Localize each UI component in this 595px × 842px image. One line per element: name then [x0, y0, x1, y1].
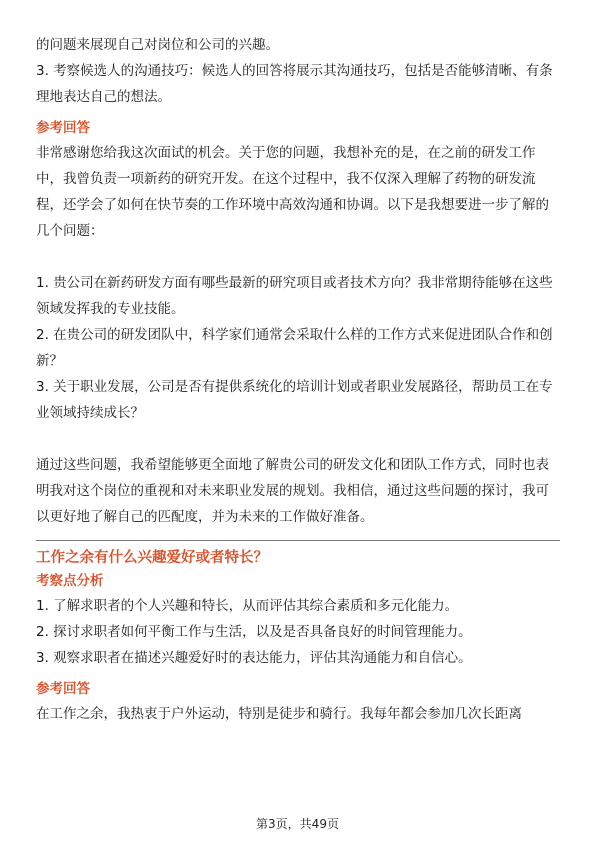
analysis-point-1: 1. 了解求职者的个人兴趣和特长，从而评估其综合素质和多元化能力。 — [36, 598, 459, 614]
answer-intro: 非常感谢您给我这次面试的机会。关于您的问题，我想补充的是，在之前的研发工作中，我曾负责一项新药的研究开发。在这个过程中，我不仅深入理解了药物的研发流程，还学会了如何在快节奏的工作环境中高效沟通和协调。以下是我想要进一步了解的几个问题： — [36, 145, 549, 239]
analysis-heading: 考察点分析 — [36, 573, 104, 589]
reference-answer-heading-2: 参考回答 — [36, 681, 90, 697]
reference-answer-heading: 参考回答 — [36, 120, 90, 136]
question-title: 工作之余有什么兴趣爱好或者特长？ — [36, 550, 268, 566]
spacer — [36, 426, 560, 452]
section-divider — [36, 540, 560, 541]
answer-closing: 通过这些问题，我希望能够更全面地了解贵公司的研发文化和团队工作方式，同时也表明我对这个岗位的重视和对未来职业发展的规划。我相信，通过这些问题的探讨，我可以更好地了解自己的匹配度，并为未来的工作做好准备。 — [36, 457, 549, 525]
spacer — [36, 244, 560, 270]
analysis-point-3: 3. 观察求职者在描述兴趣爱好时的表达能力，评估其沟通能力和自信心。 — [36, 650, 472, 666]
paragraph-point-3: 3. 考察候选人的沟通技巧：候选人的回答将展示其沟通技巧，包括是否能够清晰、有条理地表达自己的想法。 — [36, 63, 553, 105]
document-page — [36, 32, 560, 727]
answer-question-1: 1. 贵公司在新药研发方面有哪些最新的研究项目或者技术方向？我非常期待能够在这些领域发挥我的专业技能。 — [36, 275, 553, 317]
answer-start: 在工作之余，我热衷于户外运动，特别是徒步和骑行。我每年都会参加几次长距离 — [36, 706, 522, 722]
answer-question-3: 3. 关于职业发展，公司是否有提供系统化的培训计划或者职业发展路径，帮助员工在专业领域持续成长？ — [36, 379, 553, 421]
page-footer: 第3页，共49页 — [256, 817, 339, 831]
answer-question-2: 2. 在贵公司的研发团队中，科学家们通常会采取什么样的工作方式来促进团队合作和创新？ — [36, 327, 553, 369]
analysis-point-2: 2. 探讨求职者如何平衡工作与生活，以及是否具备良好的时间管理能力。 — [36, 624, 472, 640]
paragraph-continuation: 的问题来展现自己对岗位和公司的兴趣。 — [36, 37, 279, 53]
